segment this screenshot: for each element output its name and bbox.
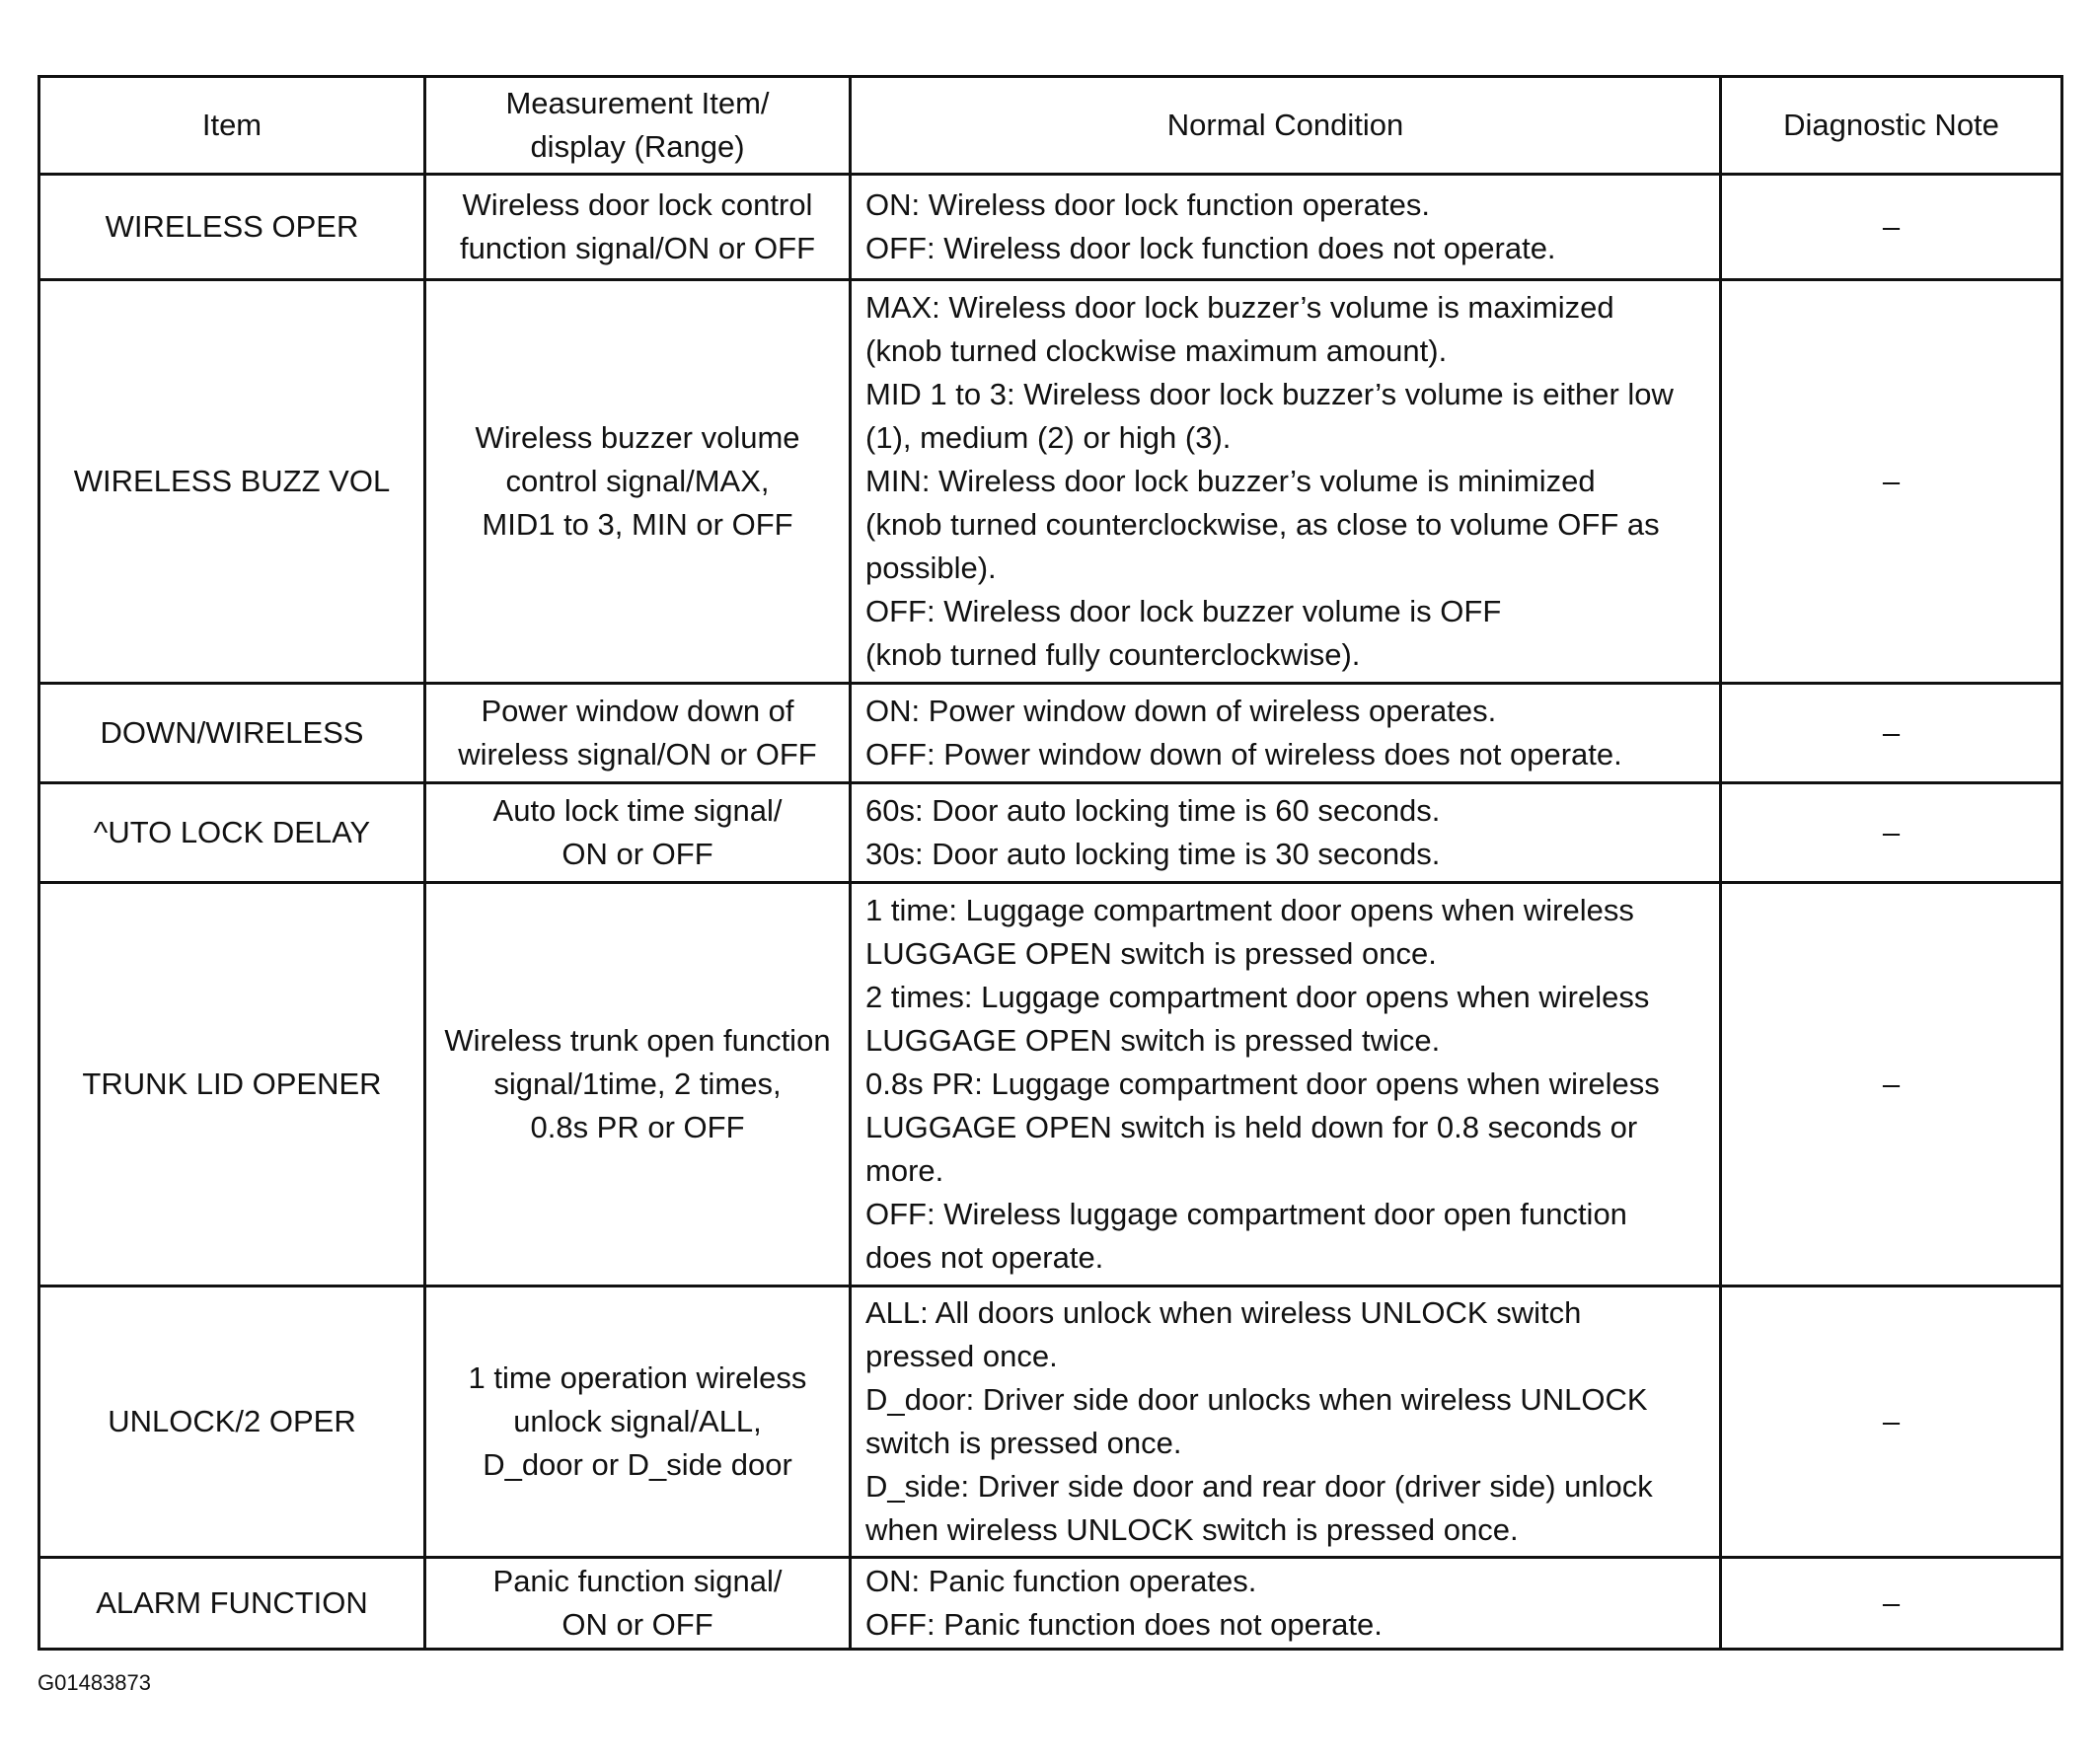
table-row <box>39 1558 2062 1650</box>
diagnostic-note-cell: – <box>1721 175 2062 280</box>
diagnostic-note-cell: – <box>1721 783 2062 883</box>
measurement-line: ON or OFF <box>561 837 713 871</box>
measurement-line: Power window down of <box>481 694 794 728</box>
normal-condition-line: LUGGAGE OPEN switch is held down for 0.8 seconds or <box>865 1110 1638 1144</box>
normal-condition-line: (knob turned clockwise maximum amount). <box>865 333 1448 368</box>
measurement-line: Wireless buzzer volume <box>475 420 800 455</box>
normal-condition-line: 1 time: Luggage compartment door opens when wireless <box>865 893 1634 927</box>
table-row <box>39 1286 2062 1558</box>
diagnostic-note-cell: – <box>1721 684 2062 783</box>
diagnostic-note-cell: – <box>1721 883 2062 1286</box>
measurement-line: Auto lock time signal/ <box>492 793 783 828</box>
diagnostic-note-cell: – <box>1721 280 2062 684</box>
normal-condition-line: ON: Panic function operates. <box>865 1564 1257 1598</box>
normal-condition-line: OFF: Panic function does not operate. <box>865 1607 1383 1642</box>
normal-condition-line: OFF: Power window down of wireless does not operate. <box>865 737 1622 772</box>
normal-condition-line: does not operate. <box>865 1240 1104 1275</box>
normal-condition-line: when wireless UNLOCK switch is pressed once. <box>865 1512 1519 1547</box>
normal-condition-line: (knob turned fully counterclockwise). <box>865 637 1361 672</box>
item-cell: WIRELESS OPER <box>39 175 425 280</box>
measurement-line: D_door or D_side door <box>483 1447 792 1482</box>
measurement-cell <box>425 1558 851 1650</box>
normal-condition-line: ON: Wireless door lock function operates. <box>865 187 1431 222</box>
normal-condition-line: switch is pressed once. <box>865 1426 1182 1460</box>
measurement-cell <box>425 1286 851 1558</box>
measurement-cell <box>425 684 851 783</box>
normal-condition-cell <box>851 1558 1721 1650</box>
normal-condition-line: (knob turned counterclockwise, as close to volume OFF as <box>865 507 1660 542</box>
table-row <box>39 783 2062 883</box>
normal-condition-line: LUGGAGE OPEN switch is pressed twice. <box>865 1023 1441 1058</box>
normal-condition-cell <box>851 883 1721 1286</box>
normal-condition-line: MID 1 to 3: Wireless door lock buzzer’s volume is either low <box>865 377 1674 411</box>
measurement-line: 1 time operation wireless <box>468 1360 807 1395</box>
normal-condition-line: possible). <box>865 551 997 585</box>
header-diagnostic-note: Diagnostic Note <box>1721 77 2062 175</box>
header-item: Item <box>39 77 425 175</box>
header-measurement <box>425 77 851 175</box>
normal-condition-line: more. <box>865 1153 944 1188</box>
normal-condition-line: pressed once. <box>865 1339 1058 1373</box>
normal-condition-line: 0.8s PR: Luggage compartment door opens when wireless <box>865 1066 1660 1101</box>
item-cell: UNLOCK/2 OPER <box>39 1286 425 1558</box>
measurement-line: Wireless door lock control <box>462 187 813 222</box>
normal-condition-line: MAX: Wireless door lock buzzer’s volume is maximized <box>865 290 1614 325</box>
measurement-line: ON or OFF <box>561 1607 713 1642</box>
item-cell: TRUNK LID OPENER <box>39 883 425 1286</box>
normal-condition-line: ALL: All doors unlock when wireless UNLOCK switch <box>865 1295 1582 1330</box>
item-cell: DOWN/WIRELESS <box>39 684 425 783</box>
header-normal-condition: Normal Condition <box>851 77 1721 175</box>
normal-condition-cell <box>851 783 1721 883</box>
diagnostic-note-cell: – <box>1721 1286 2062 1558</box>
measurement-line: Panic function signal/ <box>492 1564 783 1598</box>
normal-condition-line: 2 times: Luggage compartment door opens when wireless <box>865 980 1650 1014</box>
normal-condition-line: D_side: Driver side door and rear door (driver side) unlock <box>865 1469 1653 1504</box>
diagnostic-note-cell: – <box>1721 1558 2062 1650</box>
measurement-cell <box>425 883 851 1286</box>
normal-condition-line: MIN: Wireless door lock buzzer’s volume is minimized <box>865 464 1596 498</box>
figure-id: G01483873 <box>37 1670 151 1695</box>
item-cell: ^UTO LOCK DELAY <box>39 783 425 883</box>
normal-condition-line: OFF: Wireless luggage compartment door open function <box>865 1197 1627 1231</box>
measurement-cell <box>425 280 851 684</box>
header-row <box>39 77 2062 175</box>
header-measurement-line: Measurement Item/ <box>505 86 770 120</box>
measurement-line: Wireless trunk open function <box>444 1023 831 1058</box>
table-row <box>39 280 2062 684</box>
table-row <box>39 175 2062 280</box>
normal-condition-line: 30s: Door auto locking time is 30 seconds. <box>865 837 1441 871</box>
item-cell: WIRELESS BUZZ VOL <box>39 280 425 684</box>
measurement-line: control signal/MAX, <box>505 464 770 498</box>
measurement-line: unlock signal/ALL, <box>513 1404 762 1438</box>
normal-condition-cell <box>851 175 1721 280</box>
normal-condition-line: 60s: Door auto locking time is 60 seconds. <box>865 793 1441 828</box>
measurement-cell <box>425 783 851 883</box>
table-row <box>39 684 2062 783</box>
measurement-line: function signal/ON or OFF <box>459 231 816 265</box>
diagnostic-table <box>37 75 2063 1651</box>
measurement-line: signal/1time, 2 times, <box>493 1066 782 1101</box>
table-body <box>39 175 2062 1650</box>
normal-condition-line: OFF: Wireless door lock buzzer volume is OFF <box>865 594 1502 628</box>
normal-condition-cell <box>851 684 1721 783</box>
normal-condition-line: D_door: Driver side door unlocks when wireless UNLOCK <box>865 1382 1648 1417</box>
measurement-line: 0.8s PR or OFF <box>530 1110 745 1144</box>
item-cell: ALARM FUNCTION <box>39 1558 425 1650</box>
normal-condition-line: ON: Power window down of wireless operates. <box>865 694 1497 728</box>
normal-condition-line: OFF: Wireless door lock function does not operate. <box>865 231 1556 265</box>
normal-condition-line: (1), medium (2) or high (3). <box>865 420 1232 455</box>
normal-condition-line: LUGGAGE OPEN switch is pressed once. <box>865 936 1437 971</box>
table-row <box>39 883 2062 1286</box>
normal-condition-cell <box>851 280 1721 684</box>
normal-condition-cell <box>851 1286 1721 1558</box>
measurement-cell <box>425 175 851 280</box>
header-measurement-line: display (Range) <box>530 129 745 164</box>
measurement-line: MID1 to 3, MIN or OFF <box>482 507 793 542</box>
measurement-line: wireless signal/ON or OFF <box>458 737 817 772</box>
